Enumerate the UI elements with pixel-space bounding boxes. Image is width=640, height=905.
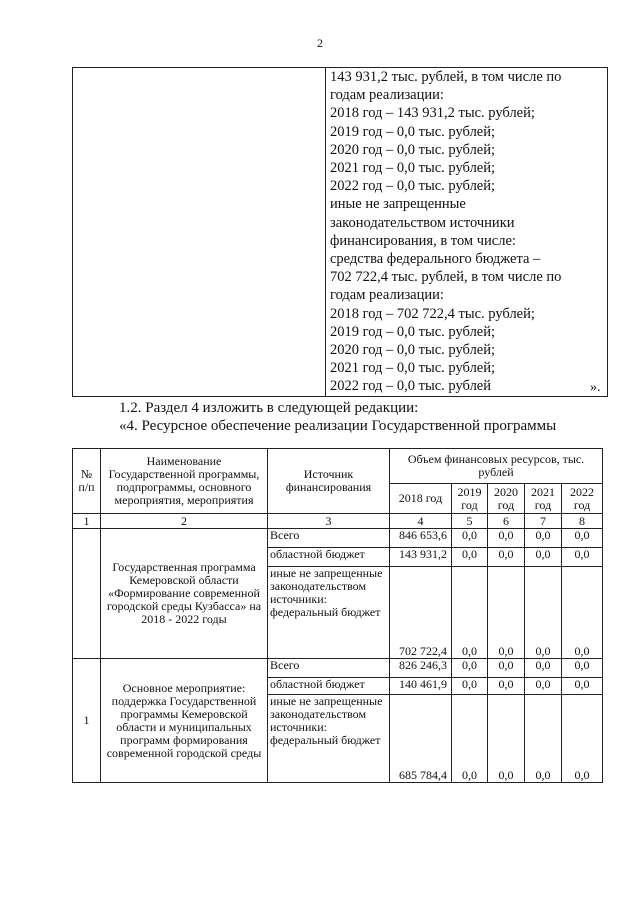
column-number: 4 bbox=[390, 514, 452, 529]
value-cell: 0,0 bbox=[488, 659, 525, 678]
source-federal-budget: иные не запрещенные законодательством источники: федеральный бюджет bbox=[268, 567, 390, 659]
funding-line: 2022 год – 0,0 тыс. рублей bbox=[330, 378, 492, 395]
funding-line: финансирования, в том числе: bbox=[330, 232, 516, 249]
program-name: Государственная программа Кемеровской области «Формирование современной городской среды Кузбасса» на 2018 - 2022 годы bbox=[101, 529, 268, 659]
value-cell: 0,0 bbox=[452, 678, 488, 695]
column-number: 5 bbox=[452, 514, 488, 529]
value-cell: 0,0 bbox=[525, 548, 562, 567]
value-cell: 0,0 bbox=[488, 695, 525, 783]
header-volume: Объем финансовых ресурсов, тыс. рублей bbox=[390, 449, 603, 484]
header-name: Наименование Государственной программы, подпрограммы, основного мероприятия, мероприятия bbox=[101, 449, 268, 514]
value-cell: 0,0 bbox=[488, 567, 525, 659]
header-year: 2021 год bbox=[525, 484, 562, 514]
value-cell: 0,0 bbox=[562, 695, 603, 783]
value-cell: 0,0 bbox=[452, 548, 488, 567]
funding-line: иные не запрещенные bbox=[330, 196, 466, 213]
value-cell: 0,0 bbox=[488, 548, 525, 567]
program-summary-table bbox=[72, 67, 608, 397]
value-cell: 0,0 bbox=[452, 567, 488, 659]
funding-line: 2020 год – 0,0 тыс. рублей; bbox=[330, 141, 496, 158]
funding-line: годам реализации: bbox=[330, 87, 444, 104]
funding-line: 2019 год – 0,0 тыс. рублей; bbox=[330, 323, 496, 340]
funding-line: 2018 год – 143 931,2 тыс. рублей; bbox=[330, 105, 535, 122]
header-year: 2020 год bbox=[488, 484, 525, 514]
source-total: Всего bbox=[268, 529, 390, 548]
funding-line: законодательством источники bbox=[330, 214, 515, 231]
value-cell: 0,0 bbox=[525, 529, 562, 548]
value-cell: 0,0 bbox=[525, 659, 562, 678]
value-cell: 0,0 bbox=[562, 567, 603, 659]
column-number: 8 bbox=[562, 514, 603, 529]
column-number: 1 bbox=[73, 514, 101, 529]
column-number: 7 bbox=[525, 514, 562, 529]
summary-funding-text bbox=[326, 68, 608, 397]
value-cell: 0,0 bbox=[562, 529, 603, 548]
source-total: Всего bbox=[268, 659, 390, 678]
column-number: 2 bbox=[101, 514, 268, 529]
header-year: 2018 год bbox=[390, 484, 452, 514]
value-cell: 0,0 bbox=[488, 678, 525, 695]
funding-line: 2021 год – 0,0 тыс. рублей; bbox=[330, 160, 496, 177]
funding-line: средства федерального бюджета – bbox=[330, 251, 541, 268]
value-cell: 140 461,9 bbox=[390, 678, 452, 695]
header-source: Источник финансирования bbox=[268, 449, 390, 514]
value-cell: 0,0 bbox=[525, 678, 562, 695]
funding-line: 2018 год – 702 722,4 тыс. рублей; bbox=[330, 305, 535, 322]
value-cell: 826 246,3 bbox=[390, 659, 452, 678]
funding-line: 2022 год – 0,0 тыс. рублей; bbox=[330, 178, 496, 195]
amendment-paragraph: 1.2. Раздел 4 изложить в следующей редакции: bbox=[119, 400, 419, 416]
source-federal-budget: иные не запрещенные законодательством источники: федеральный бюджет bbox=[268, 695, 390, 783]
value-cell: 0,0 bbox=[452, 659, 488, 678]
value-cell: 702 722,4 bbox=[390, 567, 452, 659]
funding-line: 2021 год – 0,0 тыс. рублей; bbox=[330, 360, 496, 377]
funding-line: 2020 год – 0,0 тыс. рублей; bbox=[330, 342, 496, 359]
header-number: № п/п bbox=[73, 449, 101, 514]
column-number: 3 bbox=[268, 514, 390, 529]
funding-line: 2019 год – 0,0 тыс. рублей; bbox=[330, 123, 496, 140]
value-cell: 0,0 bbox=[525, 567, 562, 659]
column-number: 6 bbox=[488, 514, 525, 529]
value-cell: 0,0 bbox=[562, 678, 603, 695]
funding-line: 702 722,4 тыс. рублей, в том числе по bbox=[330, 269, 562, 286]
value-cell: 0,0 bbox=[525, 695, 562, 783]
resource-table bbox=[72, 448, 603, 783]
page-number: 2 bbox=[317, 36, 323, 50]
value-cell: 0,0 bbox=[562, 548, 603, 567]
value-cell: 143 931,2 bbox=[390, 548, 452, 567]
row-index bbox=[73, 529, 101, 659]
value-cell: 846 653,6 bbox=[390, 529, 452, 548]
value-cell: 0,0 bbox=[452, 529, 488, 548]
closing-quote: ». bbox=[590, 380, 601, 395]
activity-name: Основное мероприятие: поддержка Государственной программы Кемеровской области и муниципальных программ формирования современной городской среды bbox=[101, 659, 268, 783]
funding-line: годам реализации: bbox=[330, 287, 444, 304]
summary-left-cell bbox=[73, 68, 326, 397]
header-year: 2022 год bbox=[562, 484, 603, 514]
row-index: 1 bbox=[73, 659, 101, 783]
value-cell: 0,0 bbox=[488, 529, 525, 548]
section-heading: «4. Ресурсное обеспечение реализации Государственной программы bbox=[119, 418, 557, 434]
source-regional-budget: областной бюджет bbox=[268, 678, 390, 695]
value-cell: 0,0 bbox=[562, 659, 603, 678]
source-regional-budget: областной бюджет bbox=[268, 548, 390, 567]
header-year: 2019 год bbox=[452, 484, 488, 514]
value-cell: 0,0 bbox=[452, 695, 488, 783]
funding-line: 143 931,2 тыс. рублей, в том числе по bbox=[330, 69, 562, 85]
value-cell: 685 784,4 bbox=[390, 695, 452, 783]
